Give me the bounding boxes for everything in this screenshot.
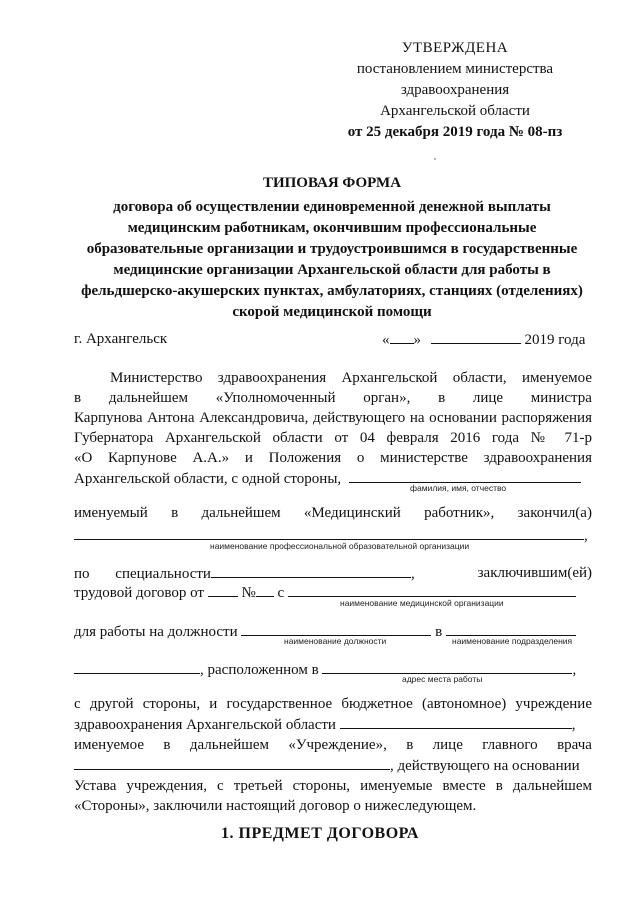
para5-line1: , расположенном в ,	[74, 659, 592, 680]
chief-doctor-blank[interactable]	[74, 755, 390, 770]
title-line: фельдшерско-акушерских пунктах, амбулаториях, станциях (отделениях)	[81, 283, 583, 299]
institution-blank[interactable]	[340, 714, 572, 729]
document-title	[72, 173, 592, 323]
title-line: медицинским работникам, окончившим профессиональные	[127, 220, 537, 236]
fio-blank[interactable]	[349, 468, 581, 483]
para2-line2: ,	[74, 525, 592, 546]
place-date-row	[74, 329, 592, 349]
month-blank[interactable]	[431, 329, 521, 344]
para6-line3: именуемое в дальнейшем «Учреждение», в лице главного врача	[74, 737, 592, 753]
fio-caption: фамилия, имя, отчество	[410, 483, 507, 493]
medical-org-blank[interactable]	[288, 582, 576, 597]
year-label: 2019 года	[524, 332, 586, 348]
para1-line6: Архангельской области, с одной стороны,	[74, 468, 592, 489]
date-field: « » 2019 года	[382, 329, 585, 350]
para1-line4: Губернатора Архангельской области от 04 февраля 2016 года № 71-р	[74, 430, 592, 446]
para1-line3: Карпунова Антона Александровича, действующего на основании распоряжения	[74, 410, 592, 426]
address-caption: адрес места работы	[402, 674, 483, 684]
para6-line1: с другой стороны, и государственное бюджетное (автономное) учреждение	[74, 696, 592, 712]
para1-line1: Министерство здравоохранения Архангельской области, именуемое	[110, 370, 592, 386]
position-caption: наименование должности	[284, 636, 387, 646]
position-blank[interactable]	[241, 621, 431, 636]
para6-line4: , действующего на основании	[74, 755, 592, 776]
locality-blank[interactable]	[74, 659, 200, 674]
city-label: г. Архангельск	[74, 331, 168, 347]
scan-speck	[434, 158, 436, 160]
para3-line2: трудовой договор от № с	[74, 582, 592, 603]
title-heading: ТИПОВАЯ ФОРМА	[262, 175, 402, 191]
approval-line: Архангельской области	[380, 103, 530, 119]
department-blank[interactable]	[446, 621, 576, 636]
para6-line2: здравоохранения Архангельской области ,	[74, 714, 592, 735]
title-line: образовательные организации и трудоустроившимся в государственные	[86, 241, 578, 257]
title-line: медицинские организации Архангельской области для работы в	[113, 262, 551, 278]
contract-number-blank[interactable]	[256, 582, 274, 597]
contract-date-blank[interactable]	[208, 582, 238, 597]
para2-line1: именуемый в дальнейшем «Медицинский работник», закончил(а)	[74, 505, 592, 521]
para6-line6: «Стороны», заключили настоящий договор о нижеследующем.	[74, 798, 477, 814]
approval-block	[330, 38, 580, 143]
approval-date: от 25 декабря 2019 года № 08-пз	[347, 124, 563, 140]
section-heading: 1. ПРЕДМЕТ ДОГОВОРА	[221, 825, 419, 842]
day-blank[interactable]	[390, 329, 414, 344]
education-blank[interactable]	[74, 525, 584, 540]
para1-line2: в дальнейшем «Уполномоченный орган», в лице министра	[74, 390, 592, 406]
title-line: скорой медицинской помощи	[232, 304, 432, 320]
approval-title: УТВЕРЖДЕНА	[401, 40, 509, 56]
approval-line: постановлением министерства	[356, 61, 554, 77]
education-caption: наименование профессиональной образовательной организации	[210, 541, 470, 551]
title-line: договора об осуществлении единовременной денежной выплаты	[113, 199, 551, 215]
para6-line5: Устава учреждения, с третьей стороны, именуемые вместе в дальнейшем	[74, 778, 592, 794]
specialty-blank[interactable]	[211, 563, 411, 578]
para1-line5: «О Карпунове А.А.» и Положения о министерстве здравоохранения	[74, 450, 592, 466]
department-caption: наименование подразделения	[452, 636, 573, 646]
medical-org-caption: наименование медицинской организации	[340, 598, 504, 608]
address-blank[interactable]	[322, 659, 572, 674]
approval-line: здравоохранения	[400, 82, 510, 98]
para3-line1: по специальности , заключившим(ей)	[74, 565, 592, 582]
para4-line1: для работы на должности в	[74, 621, 592, 642]
